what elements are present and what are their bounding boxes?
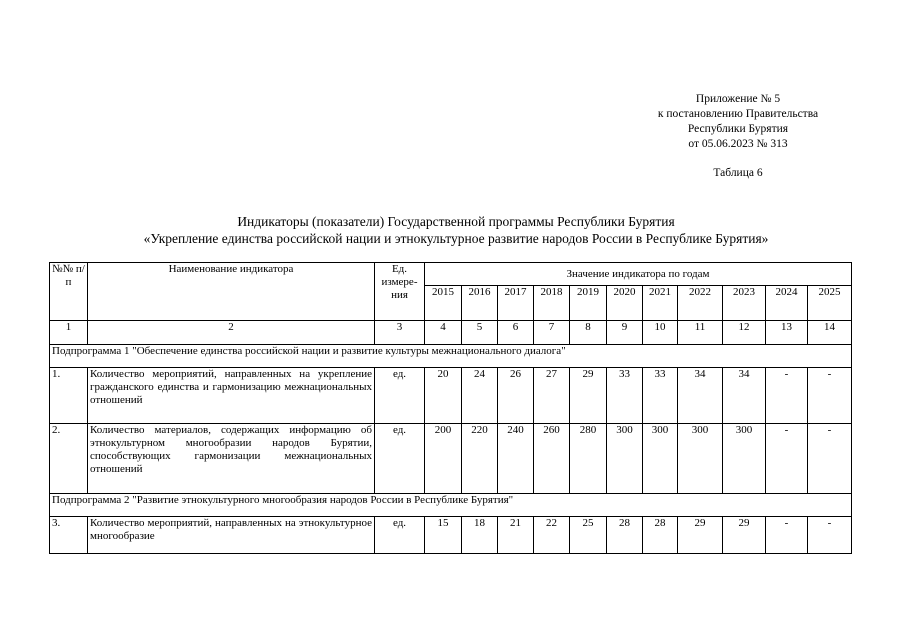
value-cell: 200: [425, 424, 462, 494]
subprogram-1-row: [50, 345, 852, 368]
value-cell: 280: [570, 424, 607, 494]
year-header: 2020: [607, 286, 643, 321]
year-header: 2025: [808, 286, 852, 321]
column-number: 10: [643, 321, 678, 345]
unit-cell: ед.: [375, 517, 425, 554]
year-header: 2017: [498, 286, 534, 321]
subprogram-2-title: Подпрограмма 2 "Развитие этнокультурного многообразия народов России в Республике Бурятия": [50, 494, 852, 517]
title-line-1: Индикаторы (показатели) Государственной программы Республики Бурятия: [237, 214, 675, 229]
column-number: 6: [498, 321, 534, 345]
year-header: 2016: [462, 286, 498, 321]
appendix-title: Приложение № 5: [695, 93, 781, 105]
year-header: 2022: [678, 286, 723, 321]
value-cell: 34: [678, 368, 723, 424]
value-cell: 21: [498, 517, 534, 554]
value-cell: 33: [643, 368, 678, 424]
header-values: Значение индикатора по годам: [425, 263, 852, 286]
value-cell: 28: [607, 517, 643, 554]
year-header: 2024: [766, 286, 808, 321]
value-cell: 300: [723, 424, 766, 494]
appendix-resolution: к постановлению Правительства: [657, 108, 819, 120]
row-number: 2.: [50, 424, 88, 494]
column-number: 14: [808, 321, 852, 345]
column-number: 9: [607, 321, 643, 345]
value-cell: 18: [462, 517, 498, 554]
table-row: [50, 368, 852, 424]
value-cell: 22: [534, 517, 570, 554]
value-cell: 29: [678, 517, 723, 554]
row-number: 3.: [50, 517, 88, 554]
appendix-block: [630, 92, 846, 152]
table-label: Таблица 6: [713, 167, 763, 179]
column-number: 13: [766, 321, 808, 345]
value-cell: -: [766, 424, 808, 494]
year-header: 2015: [425, 286, 462, 321]
value-cell: 28: [643, 517, 678, 554]
indicator-name: Количество мероприятий, направленных на этнокультурное многообразие: [88, 517, 375, 554]
column-numbers-row: [50, 321, 852, 345]
value-cell: 27: [534, 368, 570, 424]
table-row: [50, 424, 852, 494]
value-cell: -: [808, 517, 852, 554]
value-cell: 300: [643, 424, 678, 494]
value-cell: 29: [570, 368, 607, 424]
value-cell: 300: [678, 424, 723, 494]
header-name: Наименование индикатора: [88, 263, 375, 321]
value-cell: -: [766, 517, 808, 554]
value-cell: 260: [534, 424, 570, 494]
value-cell: 33: [607, 368, 643, 424]
value-cell: 24: [462, 368, 498, 424]
indicator-name: Количество материалов, содержащих информацию об этнокультурном многообразии народов Бурятии, способствующих гармонизации межнациональных отношений: [88, 424, 375, 494]
value-cell: -: [808, 424, 852, 494]
appendix-republic: Республики Бурятия: [687, 123, 789, 135]
column-number: 2: [88, 321, 375, 345]
unit-cell: ед.: [375, 368, 425, 424]
year-header: 2019: [570, 286, 607, 321]
indicator-name: Количество мероприятий, направленных на укрепление гражданского единства и гармонизацию межнациональных отношений: [88, 368, 375, 424]
header-unit: Ед. измере-ния: [375, 263, 425, 321]
column-number: 11: [678, 321, 723, 345]
year-header: 2018: [534, 286, 570, 321]
value-cell: -: [808, 368, 852, 424]
appendix-date: от 05.06.2023 № 313: [688, 138, 788, 150]
year-header: 2021: [643, 286, 678, 321]
value-cell: 34: [723, 368, 766, 424]
subprogram-1-title: Подпрограмма 1 "Обеспечение единства российской нации и развитие культуры межнационального диалога": [50, 345, 852, 368]
column-number: 4: [425, 321, 462, 345]
header-row: [50, 263, 852, 286]
value-cell: 300: [607, 424, 643, 494]
column-number: 8: [570, 321, 607, 345]
value-cell: 20: [425, 368, 462, 424]
value-cell: 240: [498, 424, 534, 494]
value-cell: 29: [723, 517, 766, 554]
column-number: 1: [50, 321, 88, 345]
column-number: 12: [723, 321, 766, 345]
header-number: №№ п/п: [50, 263, 88, 321]
value-cell: 220: [462, 424, 498, 494]
value-cell: 25: [570, 517, 607, 554]
column-number: 5: [462, 321, 498, 345]
value-cell: -: [766, 368, 808, 424]
column-number: 3: [375, 321, 425, 345]
title-line-2: «Укрепление единства российской нации и этнокультурное развитие народов России в Республике Бурятия»: [143, 231, 769, 246]
indicators-table: [49, 262, 852, 554]
column-number: 7: [534, 321, 570, 345]
value-cell: 15: [425, 517, 462, 554]
document-title: [50, 213, 862, 247]
subprogram-2-row: [50, 494, 852, 517]
table-row: [50, 517, 852, 554]
value-cell: 26: [498, 368, 534, 424]
unit-cell: ед.: [375, 424, 425, 494]
row-number: 1.: [50, 368, 88, 424]
year-header: 2023: [723, 286, 766, 321]
